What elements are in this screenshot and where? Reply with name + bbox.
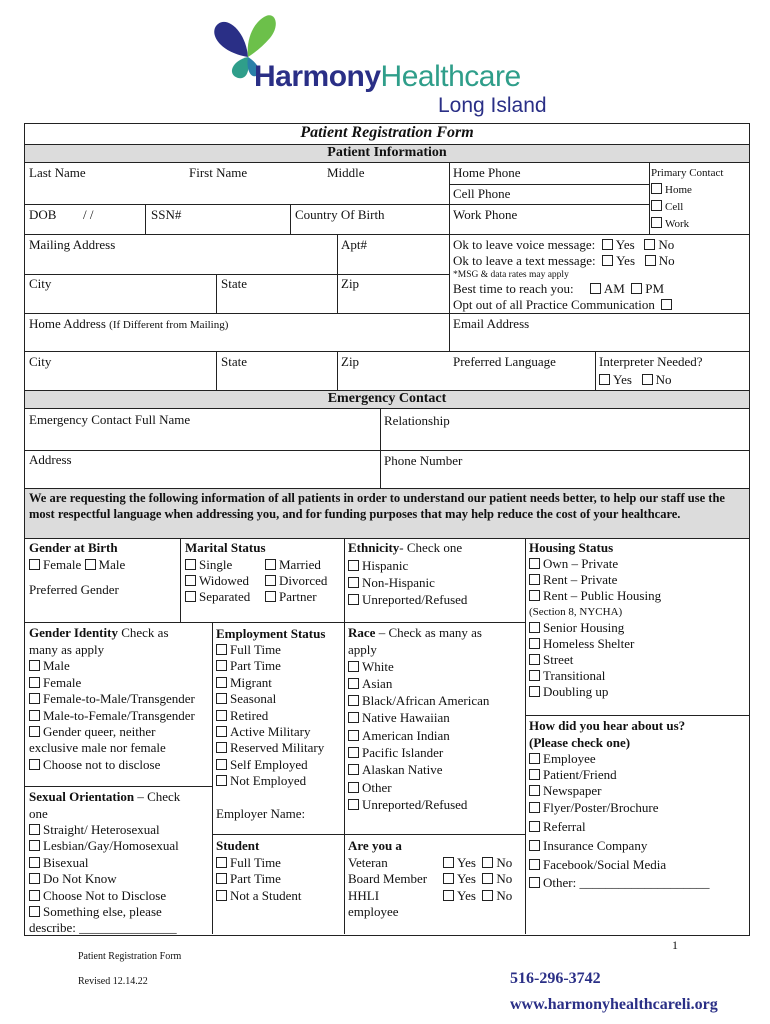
checkbox[interactable]	[216, 677, 227, 688]
checkbox[interactable]	[529, 769, 540, 780]
sexual-option[interactable]: Choose Not to Disclose	[29, 888, 166, 904]
email-label: Email Address	[453, 316, 530, 331]
middle-name-label: Middle	[327, 165, 365, 180]
registration-form	[24, 123, 750, 936]
employment-option[interactable]: Seasonal	[216, 691, 276, 707]
employment-title: Employment Status	[216, 626, 326, 641]
home-phone-label: Home Phone	[453, 165, 521, 180]
describe-field[interactable]: describe: _______________	[29, 920, 177, 935]
marital-divorced[interactable]: Divorced	[265, 573, 327, 589]
marital-separated[interactable]: Separated	[185, 589, 250, 605]
gender-identity-option-cont: exclusive male nor female	[29, 740, 166, 755]
hear-option[interactable]: Flyer/Poster/Brochure	[529, 800, 659, 816]
opt-out-option: Opt out of all Practice Communication	[453, 297, 675, 313]
ethnicity-title: Ethnicity- Check one	[348, 540, 463, 555]
hear-option[interactable]: Employee	[529, 751, 596, 767]
employment-option[interactable]: Full Time	[216, 642, 281, 658]
race-option[interactable]: Unreported/Refused	[348, 797, 467, 813]
checkbox[interactable]	[348, 730, 359, 741]
checkbox[interactable]	[529, 785, 540, 796]
checkbox[interactable]	[216, 890, 227, 901]
hear-option-other[interactable]: Other: ____________________	[529, 875, 709, 891]
employment-option[interactable]: Not Employed	[216, 773, 306, 789]
checkbox[interactable]	[651, 183, 662, 194]
checkbox[interactable]	[348, 782, 359, 793]
checkbox[interactable]	[216, 775, 227, 786]
checkbox[interactable]	[216, 873, 227, 884]
primary-contact-label: Primary Contact	[651, 167, 724, 179]
race-option[interactable]: Asian	[348, 676, 392, 692]
hear-option[interactable]: Patient/Friend	[529, 767, 617, 783]
checkbox[interactable]	[348, 560, 359, 571]
race-option[interactable]: Pacific Islander	[348, 745, 443, 761]
footer-website[interactable]: www.harmonyhealthcareli.org	[510, 996, 718, 1013]
student-option[interactable]: Full Time	[216, 855, 281, 871]
race-option[interactable]: American Indian	[348, 728, 450, 744]
checkbox[interactable]	[651, 200, 662, 211]
student-title: Student	[216, 838, 260, 853]
sexual-option[interactable]: Something else, please	[29, 904, 162, 920]
dob-label: DOB	[29, 207, 57, 222]
checkbox[interactable]	[529, 670, 540, 681]
checkbox[interactable]	[216, 759, 227, 770]
zip-label-2: Zip	[341, 354, 360, 369]
checkbox[interactable]	[29, 759, 40, 770]
primary-contact-work[interactable]: Work	[651, 216, 689, 232]
race-line2: apply	[348, 642, 377, 657]
housing-option[interactable]: Rent – Private	[529, 572, 617, 588]
checkbox[interactable]	[482, 873, 493, 884]
checkbox[interactable]	[29, 873, 40, 884]
checkbox[interactable]	[443, 890, 454, 901]
housing-option[interactable]: Street	[529, 652, 573, 668]
hear-title-note: (Please check one)	[529, 735, 631, 750]
state-label: State	[221, 276, 247, 291]
gender-identity-option[interactable]: Female-to-Male/Transgender	[29, 691, 195, 707]
checkbox[interactable]	[644, 239, 655, 250]
board-options: Yes No	[443, 871, 512, 887]
ethnicity-option[interactable]: Hispanic	[348, 558, 408, 574]
checkbox[interactable]	[590, 283, 601, 294]
checkbox[interactable]	[29, 840, 40, 851]
brand-name: HarmonyHealthcare	[254, 60, 521, 93]
employment-option[interactable]: Active Military	[216, 724, 311, 740]
checkbox[interactable]	[185, 575, 196, 586]
marital-title: Marital Status	[185, 540, 266, 555]
checkbox[interactable]	[216, 710, 227, 721]
checkbox[interactable]	[661, 299, 672, 310]
checkbox[interactable]	[602, 255, 613, 266]
checkbox[interactable]	[529, 574, 540, 585]
checkbox[interactable]	[216, 644, 227, 655]
checkbox[interactable]	[645, 255, 656, 266]
checkbox[interactable]	[529, 840, 540, 851]
checkbox[interactable]	[599, 374, 610, 385]
checkbox[interactable]	[529, 654, 540, 665]
harmony-logo	[208, 12, 568, 117]
checkbox[interactable]	[529, 859, 540, 870]
ssn-label: SSN#	[151, 207, 182, 222]
interpreter-label: Interpreter Needed?	[599, 354, 703, 369]
gender-at-birth-options: Female Male	[29, 557, 125, 573]
dob-slashes: / /	[83, 207, 94, 222]
checkbox[interactable]	[651, 217, 662, 228]
relationship-label: Relationship	[384, 413, 450, 428]
hear-option[interactable]: Insurance Company	[529, 838, 647, 854]
sexual-orientation-line2: one	[29, 806, 48, 821]
housing-option[interactable]: Own – Private	[529, 556, 618, 572]
page-number: 1	[672, 938, 678, 952]
apt-label: Apt#	[341, 237, 367, 252]
city-label-2: City	[29, 354, 52, 369]
student-option[interactable]: Part Time	[216, 871, 281, 887]
cell-phone-label: Cell Phone	[453, 186, 511, 201]
checkbox[interactable]	[216, 742, 227, 753]
checkbox[interactable]	[348, 594, 359, 605]
checkbox[interactable]	[443, 857, 454, 868]
primary-contact-cell[interactable]: Cell	[651, 199, 683, 215]
sexual-orientation-title: Sexual Orientation – Check	[29, 789, 181, 804]
best-time-option: Best time to reach you: AM PM	[453, 281, 665, 296]
last-name-label: Last Name	[29, 165, 86, 180]
marital-married[interactable]: Married	[265, 557, 321, 573]
housing-option[interactable]: Senior Housing	[529, 620, 624, 636]
checkbox[interactable]	[529, 877, 540, 888]
are-you-board: Board Member	[348, 871, 428, 886]
employment-option[interactable]: Self Employed	[216, 757, 308, 773]
gender-identity-option[interactable]: Male	[29, 658, 70, 674]
housing-option[interactable]: Doubling up	[529, 684, 608, 700]
sexual-option[interactable]: Lesbian/Gay/Homosexual	[29, 838, 179, 854]
checkbox[interactable]	[216, 726, 227, 737]
emergency-name-label: Emergency Contact Full Name	[29, 412, 191, 427]
checkbox[interactable]	[443, 873, 454, 884]
ethnicity-option[interactable]: Non-Hispanic	[348, 575, 435, 591]
zip-label: Zip	[341, 276, 360, 291]
emergency-header: Emergency Contact	[25, 391, 749, 409]
employment-option[interactable]: Part Time	[216, 658, 281, 674]
text-message-option: Ok to leave a text message: Yes No	[453, 253, 675, 268]
notice-text: We are requesting the following information of all patients in order to understand our patient needs better, to help our staff use the most respectful language when addressing you, and for funding purposes that may help reduce the cost of your healthcare.	[29, 491, 725, 521]
checkbox[interactable]	[216, 693, 227, 704]
checkbox[interactable]	[529, 753, 540, 764]
checkbox[interactable]	[348, 799, 359, 810]
brand-subtitle: Long Island	[438, 94, 547, 117]
footer-form-name: Patient Registration Form	[78, 951, 182, 962]
country-of-birth-label: Country Of Birth	[295, 207, 385, 222]
race-option[interactable]: Native Hawaiian	[348, 710, 450, 726]
footer-revised: Revised 12.14.22	[78, 976, 148, 987]
sexual-option[interactable]: Straight/ Heterosexual	[29, 822, 160, 838]
preferred-language-label: Preferred Language	[453, 354, 556, 369]
student-option[interactable]: Not a Student	[216, 888, 302, 904]
checkbox[interactable]	[642, 374, 653, 385]
checkbox[interactable]	[29, 559, 40, 570]
ethnicity-option[interactable]: Unreported/Refused	[348, 592, 467, 608]
first-name-label: First Name	[189, 165, 248, 180]
housing-note: (Section 8, NYCHA)	[529, 606, 623, 618]
footer-phone[interactable]: 516-296-3742	[510, 970, 601, 987]
gender-identity-option[interactable]: Female	[29, 675, 81, 691]
checkbox[interactable]	[216, 660, 227, 671]
checkbox[interactable]	[482, 890, 493, 901]
msg-rates-note: *MSG & data rates may apply	[453, 270, 569, 280]
sexual-option[interactable]: Do Not Know	[29, 871, 117, 887]
veteran-options: Yes No	[443, 855, 512, 871]
primary-contact-home[interactable]: Home	[651, 182, 692, 198]
hear-option[interactable]: Newspaper	[529, 783, 601, 799]
checkbox[interactable]	[29, 906, 40, 917]
checkbox[interactable]	[529, 686, 540, 697]
gender-identity-line2: many as apply	[29, 642, 105, 657]
checkbox[interactable]	[529, 802, 540, 813]
home-address-label: Home Address (If Different from Mailing)	[29, 316, 229, 331]
are-you-hhli: HHLI	[348, 888, 380, 903]
checkbox[interactable]	[529, 590, 540, 601]
gender-identity-title: Gender Identity Check as	[29, 625, 169, 640]
checkbox[interactable]	[29, 726, 40, 737]
preferred-gender-label: Preferred Gender	[29, 582, 119, 597]
mailing-address-label: Mailing Address	[29, 237, 116, 252]
sexual-option[interactable]: Bisexual	[29, 855, 89, 871]
hear-option[interactable]: Facebook/Social Media	[529, 857, 666, 873]
gender-at-birth-title: Gender at Birth	[29, 540, 118, 555]
checkbox[interactable]	[29, 890, 40, 901]
housing-title: Housing Status	[529, 540, 614, 555]
patient-info-header: Patient Information	[25, 145, 749, 163]
interpreter-options: Yes No	[599, 372, 672, 388]
checkbox[interactable]	[348, 764, 359, 775]
voice-message-option: Ok to leave voice message: Yes No	[453, 237, 675, 252]
housing-option[interactable]: Homeless Shelter	[529, 636, 634, 652]
form-title: Patient Registration Form	[300, 124, 474, 141]
hhli-options: Yes No	[443, 888, 512, 904]
race-title: Race – Check as many as	[348, 625, 482, 640]
checkbox[interactable]	[29, 677, 40, 688]
checkbox[interactable]	[529, 821, 540, 832]
race-option[interactable]: Other	[348, 780, 392, 796]
race-option[interactable]: Black/African American	[348, 693, 489, 709]
checkbox[interactable]	[602, 239, 613, 250]
race-option[interactable]: Alaskan Native	[348, 762, 443, 778]
checkbox[interactable]	[85, 559, 96, 570]
race-option[interactable]: White	[348, 659, 394, 675]
checkbox[interactable]	[482, 857, 493, 868]
checkbox[interactable]	[29, 693, 40, 704]
city-label: City	[29, 276, 52, 291]
checkbox[interactable]	[265, 575, 276, 586]
checkbox[interactable]	[29, 857, 40, 868]
checkbox[interactable]	[29, 824, 40, 835]
employment-option[interactable]: Reserved Military	[216, 740, 324, 756]
are-you-veteran: Veteran	[348, 855, 388, 870]
state-label-2: State	[221, 354, 247, 369]
checkbox[interactable]	[529, 558, 540, 569]
checkbox[interactable]	[348, 712, 359, 723]
gender-identity-option[interactable]: Male-to-Female/Transgender	[29, 708, 195, 724]
housing-option[interactable]: Rent – Public Housing	[529, 588, 661, 604]
checkbox[interactable]	[29, 710, 40, 721]
checkbox[interactable]	[348, 747, 359, 758]
checkbox[interactable]	[185, 591, 196, 602]
checkbox[interactable]	[348, 695, 359, 706]
gender-identity-option[interactable]: Gender queer, neither	[29, 724, 155, 740]
are-you-title: Are you a	[348, 838, 402, 853]
checkbox[interactable]	[29, 660, 40, 671]
checkbox[interactable]	[265, 559, 276, 570]
employment-option[interactable]: Migrant	[216, 675, 272, 691]
employment-option[interactable]: Retired	[216, 708, 268, 724]
are-you-employee: employee	[348, 904, 399, 919]
checkbox[interactable]	[216, 857, 227, 868]
hear-option[interactable]: Referral	[529, 819, 586, 835]
checkbox[interactable]	[265, 591, 276, 602]
checkbox[interactable]	[185, 559, 196, 570]
emergency-phone-label: Phone Number	[384, 453, 463, 468]
hear-title: How did you hear about us?	[529, 718, 686, 733]
checkbox[interactable]	[348, 678, 359, 689]
checkbox[interactable]	[529, 622, 540, 633]
marital-partner[interactable]: Partner	[265, 589, 317, 605]
checkbox[interactable]	[529, 638, 540, 649]
marital-single[interactable]: Single	[185, 557, 232, 573]
checkbox[interactable]	[348, 577, 359, 588]
emergency-address-label: Address	[29, 452, 72, 467]
work-phone-label: Work Phone	[453, 207, 518, 222]
housing-option[interactable]: Transitional	[529, 668, 605, 684]
marital-widowed[interactable]: Widowed	[185, 573, 249, 589]
checkbox[interactable]	[348, 661, 359, 672]
checkbox[interactable]	[631, 283, 642, 294]
employer-name-label: Employer Name:	[216, 806, 306, 821]
gender-identity-option[interactable]: Choose not to disclose	[29, 757, 160, 773]
